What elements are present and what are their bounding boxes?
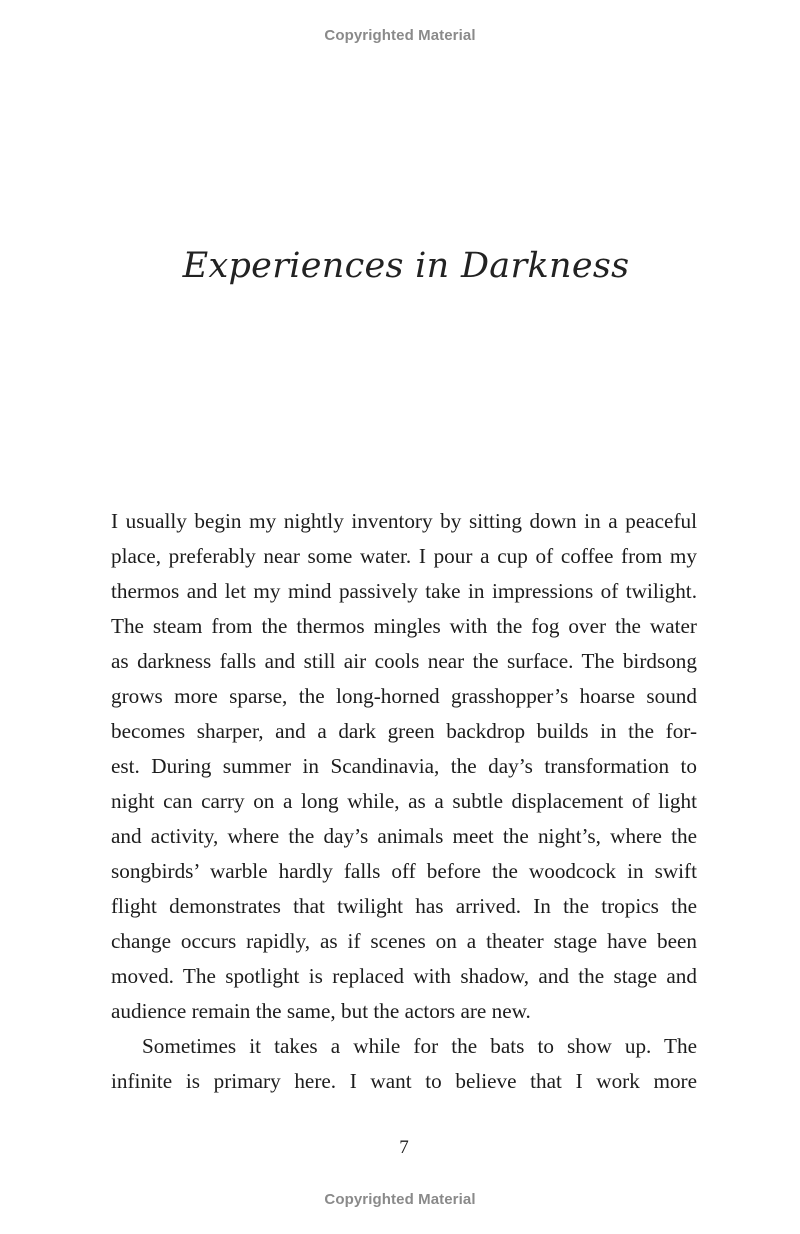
text-line: Sometimes it takes a while for the bats to show up. The	[142, 1034, 697, 1058]
text-line: flight demonstrates that twilight has arrived. In the tropics the	[111, 894, 697, 918]
text-line: moved. The spotlight is replaced with shadow, and the stage and	[111, 964, 697, 988]
text-line: I usually begin my nightly inventory by sitting down in a peaceful	[111, 509, 697, 533]
copyright-watermark-bottom: Copyrighted Material	[324, 1191, 476, 1208]
text-line: The steam from the thermos mingles with the fog over the water	[111, 614, 697, 638]
body-text	[111, 504, 697, 1099]
text-line: audience remain the same, but the actors are new.	[111, 999, 531, 1023]
text-line: songbirds’ warble hardly falls off before the woodcock in swift	[111, 859, 697, 883]
text-line: night can carry on a long while, as a subtle displacement of light	[111, 789, 697, 813]
text-line: becomes sharper, and a dark green backdrop builds in the for-	[111, 719, 697, 743]
text-line: place, preferably near some water. I pour a cup of coffee from my	[111, 544, 697, 568]
chapter-title: Experiences in Darkness	[182, 246, 630, 286]
text-line: thermos and let my mind passively take in impressions of twilight.	[111, 579, 697, 603]
paragraph-1	[111, 504, 697, 1029]
paragraph-2	[111, 1029, 697, 1099]
text-line: as darkness falls and still air cools near the surface. The birdsong	[111, 649, 697, 673]
text-line: change occurs rapidly, as if scenes on a theater stage have been	[111, 929, 697, 953]
page-number: 7	[399, 1137, 409, 1158]
text-line: est. During summer in Scandinavia, the day’s transformation to	[111, 754, 697, 778]
text-line: grows more sparse, the long-horned grasshopper’s hoarse sound	[111, 684, 697, 708]
text-line: and activity, where the day’s animals meet the night’s, where the	[111, 824, 697, 848]
copyright-watermark-top: Copyrighted Material	[324, 27, 476, 44]
text-line: infinite is primary here. I want to believe that I work more	[111, 1069, 697, 1093]
